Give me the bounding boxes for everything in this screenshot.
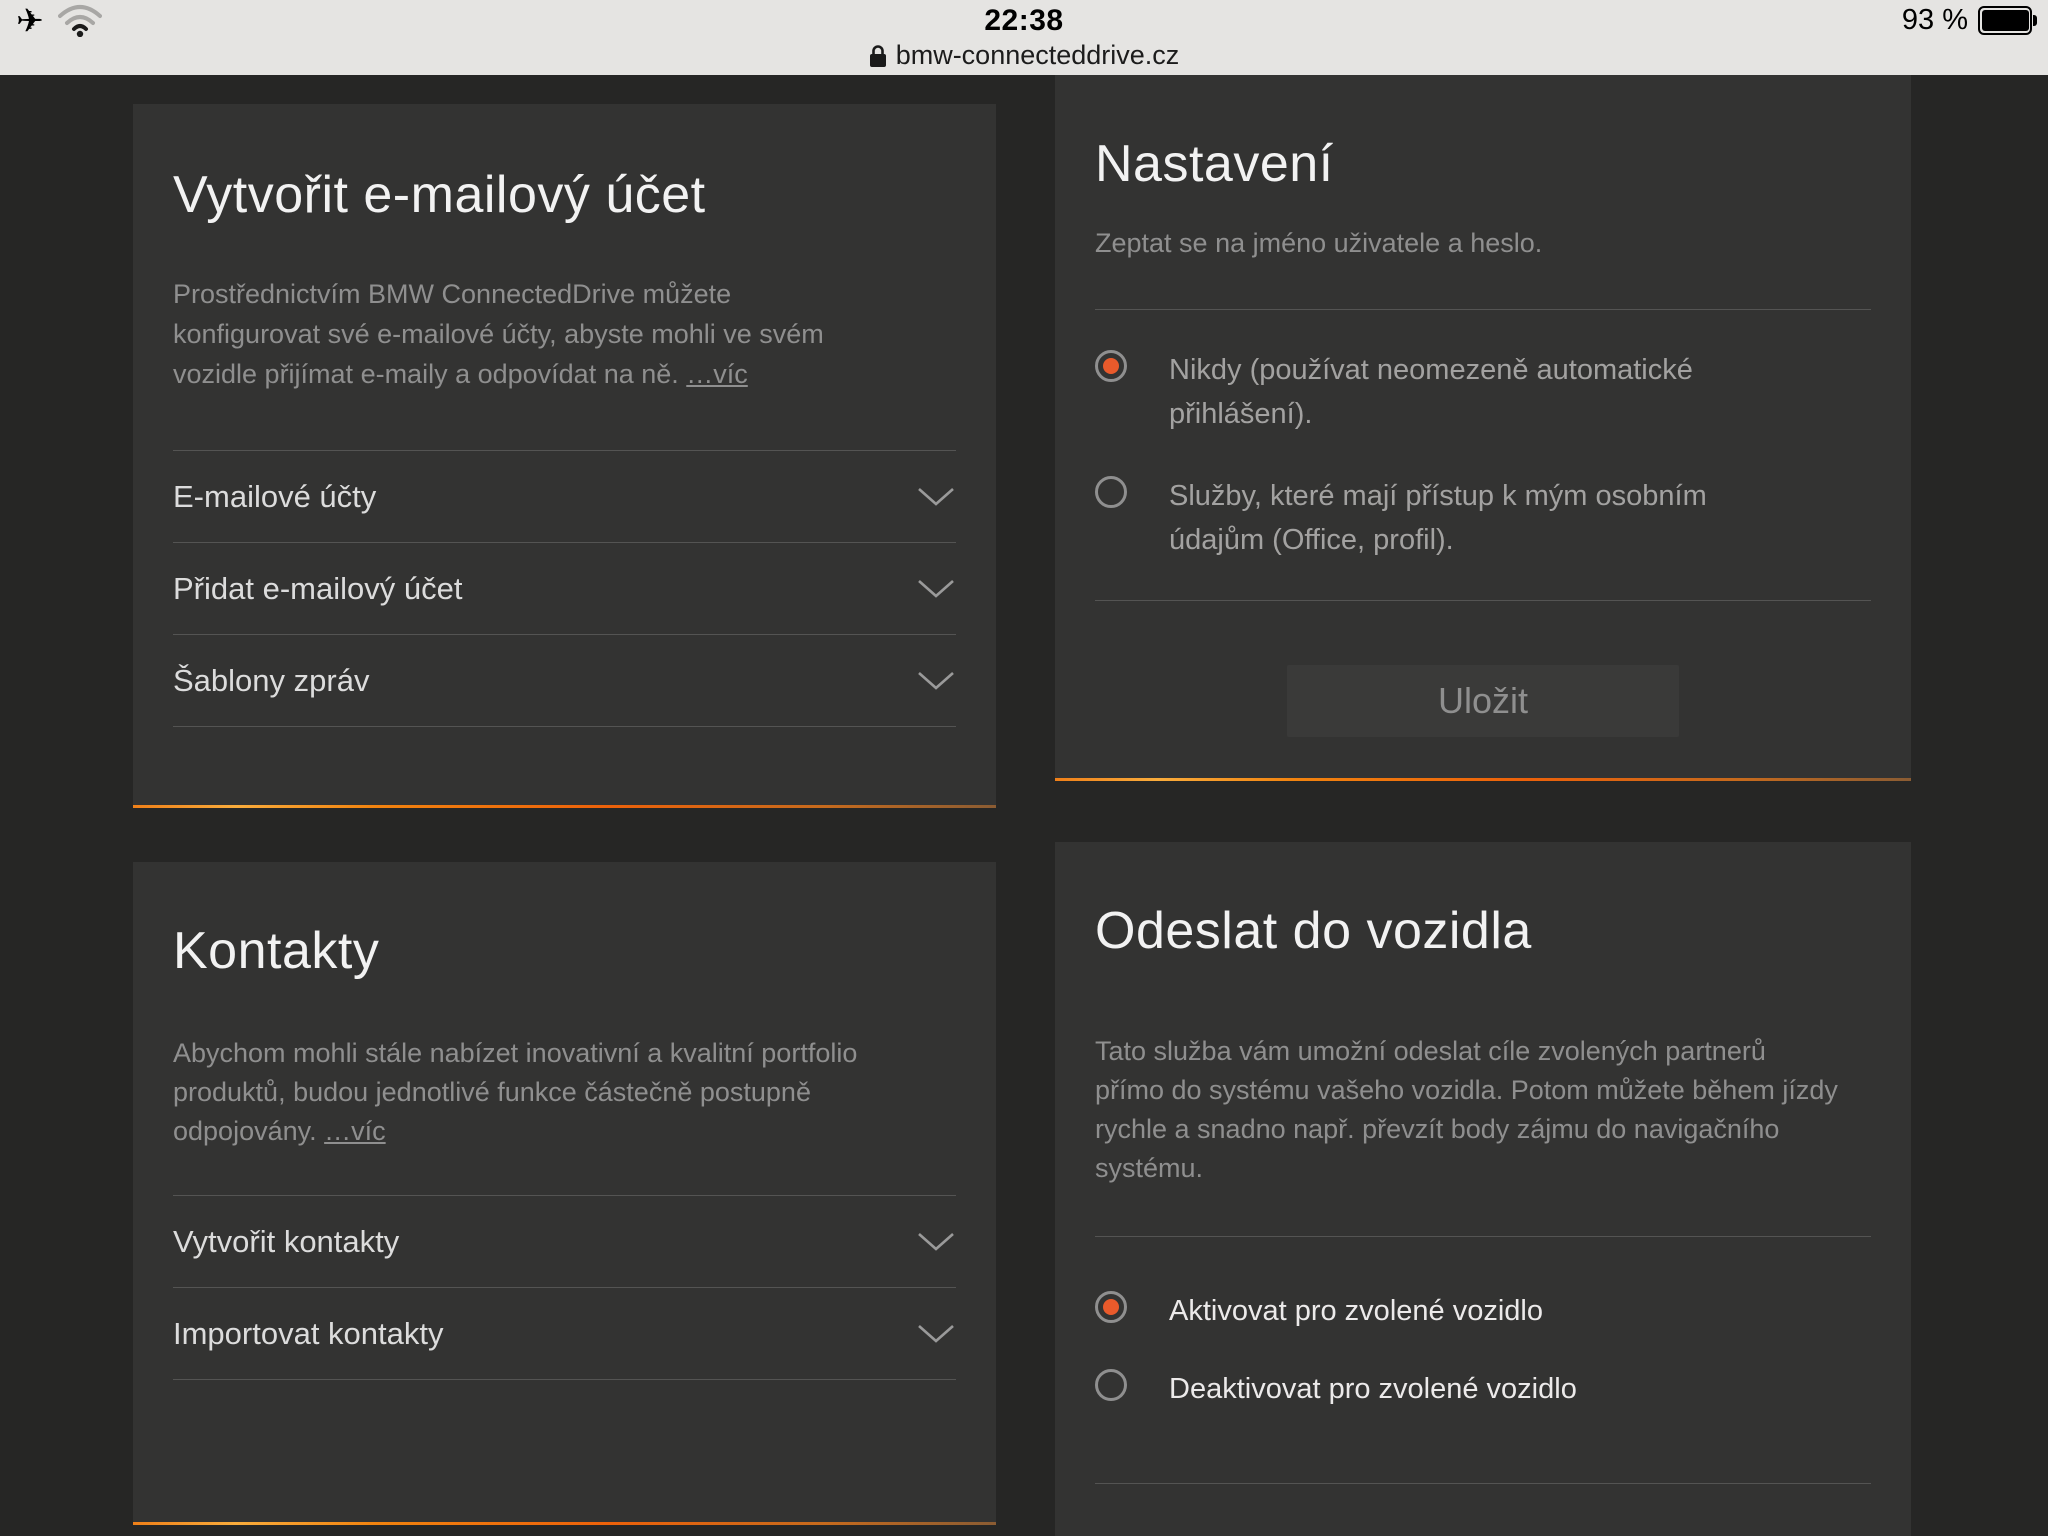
- lock-icon: [869, 44, 887, 68]
- more-link[interactable]: …víc: [324, 1116, 386, 1146]
- chevron-down-icon: [918, 1233, 954, 1251]
- card-title: Vytvořit e-mailový účet: [173, 166, 706, 224]
- radio-selected-icon[interactable]: [1095, 1291, 1127, 1323]
- card-description: Tato služba vám umožní odeslat cíle zvolených partnerů přímo do systému vašeho vozidla. Potom můžete během jízdy rychle a snadno např. převzít body zájmu do navigačního systému.: [1095, 1036, 1838, 1183]
- chevron-down-icon: [918, 580, 954, 598]
- radio-option-never[interactable]: [1095, 348, 1871, 436]
- chevron-down-icon: [918, 488, 954, 506]
- accordion-label: Šablony zpráv: [173, 662, 370, 698]
- status-time: 22:38: [984, 4, 1064, 37]
- accordion-add-email-account[interactable]: [173, 542, 956, 634]
- radio-unselected-icon[interactable]: [1095, 476, 1127, 508]
- battery-percent: 93 %: [1901, 4, 1968, 36]
- card-send-to-vehicle: [1055, 842, 1911, 1536]
- card-description: Abychom mohli stále nabízet inovativní a kvalitní portfolio produktů, budou jednotlivé funkce částečně postupně odpojovány.: [173, 1038, 858, 1146]
- radio-option-activate[interactable]: [1095, 1289, 1871, 1333]
- address-url: bmw-connecteddrive.cz: [895, 40, 1180, 70]
- card-subtitle: Zeptat se na jméno uživatele a heslo.: [1095, 228, 1543, 258]
- radio-label: Služby, které mají přístup k mým osobním údajům (Office, profil).: [1169, 480, 1707, 556]
- radio-label: Deaktivovat pro zvolené vozidlo: [1169, 1373, 1577, 1405]
- status-bar: [0, 0, 2048, 75]
- card-title: Odeslat do vozidla: [1095, 902, 1532, 960]
- radio-selected-icon[interactable]: [1095, 350, 1127, 382]
- card-title: Nastavení: [1095, 135, 1334, 193]
- accordion-import-contacts[interactable]: [173, 1287, 956, 1380]
- airplane-mode-icon: ✈: [16, 2, 44, 39]
- radio-option-services[interactable]: [1095, 474, 1871, 562]
- accordion-label: Vytvořit kontakty: [173, 1223, 400, 1259]
- card-settings: [1055, 75, 1911, 781]
- accordion-label: E-mailové účty: [173, 478, 377, 514]
- accordion-label: Přidat e-mailový účet: [173, 570, 463, 606]
- radio-unselected-icon[interactable]: [1095, 1369, 1127, 1401]
- more-link[interactable]: …víc: [686, 359, 748, 389]
- radio-label: Nikdy (používat neomezeně automatické přihlášení).: [1169, 354, 1693, 430]
- radio-label: Aktivovat pro zvolené vozidlo: [1169, 1295, 1543, 1327]
- radio-option-deactivate[interactable]: [1095, 1367, 1871, 1411]
- save-button[interactable]: Uložit: [1287, 665, 1679, 737]
- accordion-label: Importovat kontakty: [173, 1315, 444, 1351]
- card-create-email-account: [133, 104, 996, 808]
- chevron-down-icon: [918, 672, 954, 690]
- card-description: Prostřednictvím BMW ConnectedDrive můžete konfigurovat své e-mailové účty, abyste mohli ve svém vozidle přijímat e-maily a odpovídat na ně.: [173, 279, 824, 389]
- battery-icon: [1978, 6, 2032, 35]
- chevron-down-icon: [918, 1325, 954, 1343]
- accordion-email-accounts[interactable]: [173, 450, 956, 542]
- accordion-message-templates[interactable]: [173, 634, 956, 727]
- card-contacts: [133, 862, 996, 1525]
- accordion-create-contacts[interactable]: [173, 1195, 956, 1287]
- address-bar[interactable]: [0, 40, 2048, 71]
- card-title: Kontakty: [173, 922, 380, 980]
